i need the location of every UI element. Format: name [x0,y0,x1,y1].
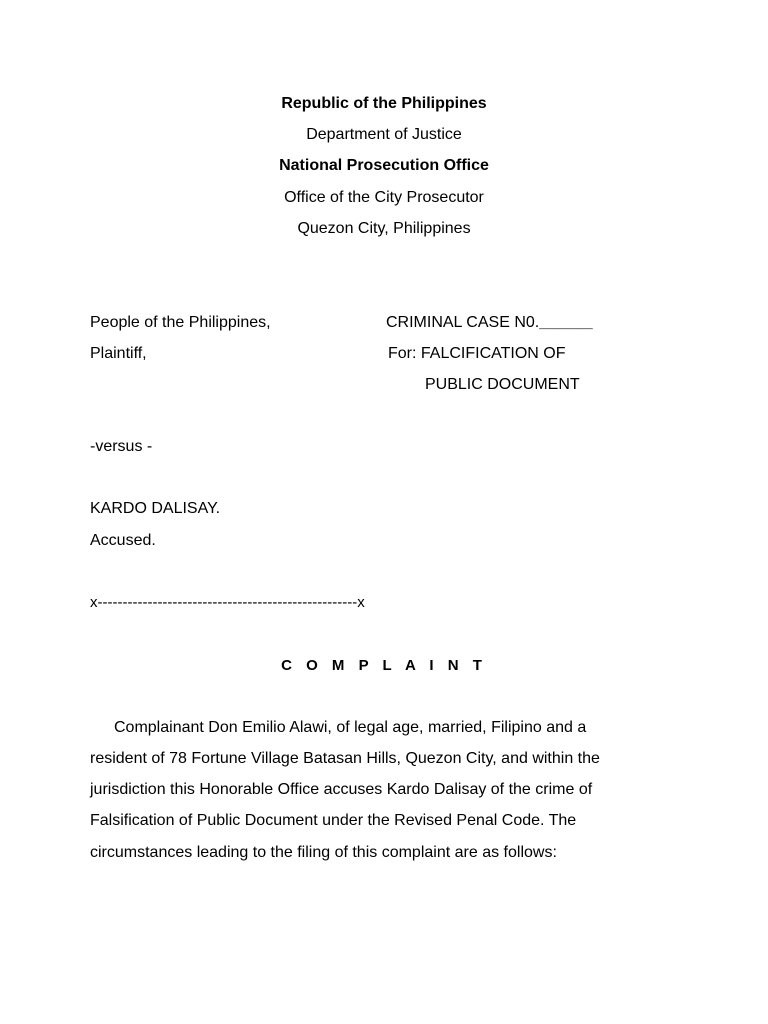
charge-line-1: For: FALCIFICATION OF [388,345,566,362]
body-line-2: resident of 78 Fortune Village Batasan Hills, Quezon City, and within the [90,750,600,767]
case-number [386,313,593,333]
header-city-prosecutor: Office of the City Prosecutor [284,189,484,206]
body-line-1: Complainant Don Emilio Alawi, of legal age, married, Filipino and a [114,719,587,736]
document-title: C O M P L A I N T [281,657,487,674]
body-line-4: Falsification of Public Document under the Revised Penal Code. The [90,812,577,829]
accused-name: KARDO DALISAY. [90,500,221,517]
case-number-blank: ______ [539,314,593,331]
plaintiff-name: People of the Philippines, [90,314,271,331]
plaintiff-role: Plaintiff, [90,345,147,362]
header-republic: Republic of the Philippines [281,95,487,112]
body-line-5: circumstances leading to the filing of this complaint are as follows: [90,844,557,861]
header-prosecution-office: National Prosecution Office [279,157,489,174]
versus-label: -versus - [90,438,153,455]
accused-role: Accused. [90,532,156,549]
charge-line-2: PUBLIC DOCUMENT [425,376,580,393]
header-department: Department of Justice [306,126,462,143]
case-number-label: CRIMINAL CASE N0. [386,314,540,331]
header-location: Quezon City, Philippines [297,220,471,237]
caption-separator: x----------------------------------------------------x [90,594,365,611]
body-line-3: jurisdiction this Honorable Office accuses Kardo Dalisay of the crime of [90,781,593,798]
